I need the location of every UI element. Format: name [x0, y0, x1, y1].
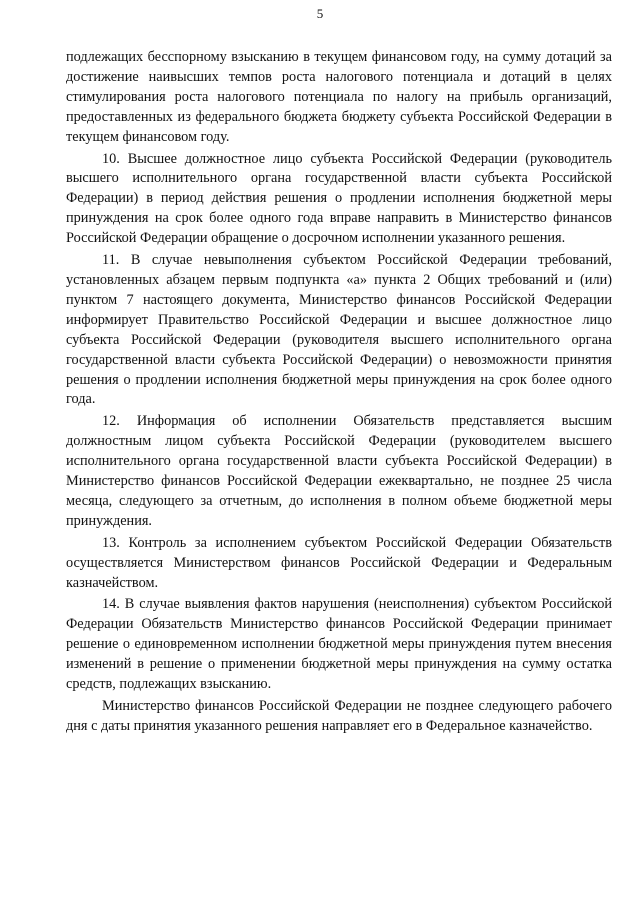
paragraph-item-14: 14. В случае выявления фактов нарушения (неисполнения) субъектом Российской Федерации Обязательств Министерство финансов Российской Федерации принимает решение о единовременном исполнении бюджетной меры принуждения путем внесения изменений в решение о применении бюджетной меры принуждения на сумму остатка средств, подлежащих взысканию.: [66, 596, 612, 693]
page-number: 5: [316, 6, 324, 21]
document-body: [66, 48, 612, 739]
paragraph-item-14-continuation: Министерство финансов Российской Федерации не позднее следующего рабочего дня с даты принятия указанного решения направляет его в Федеральное казначейство.: [66, 698, 612, 734]
paragraph-continuation: подлежащих бесспорному взысканию в текущем финансовом году, на сумму дотаций за достижение наивысших темпов роста налогового потенциала и дотаций в целях стимулирования роста налогового потенциала по налогу на прибыль организаций, предоставленных из федерального бюджета бюджету субъекта Российской Федерации в текущем финансовом году.: [66, 49, 612, 145]
paragraph-item-10: 10. Высшее должностное лицо субъекта Российской Федерации (руководитель высшего исполнительного органа государственной власти субъекта Российской Федерации) в период действия решения о продлении исполнения бюджетной меры принуждения на срок более одного года вправе направить в Министерство финансов Российской Федерации обращение о досрочном исполнении указанного решения.: [66, 150, 612, 247]
paragraph-item-11: 11. В случае невыполнения субъектом Российской Федерации требований, установленных абзацем первым подпункта «а» пункта 2 Общих требований и (или) пунктом 7 настоящего документа, Министерство финансов Российской Федерации информирует Правительство Российской Федерации и высшее должностное лицо субъекта Российской Федерации (руководителя высшего исполнительного органа государственной власти субъекта Российской Федерации) о невозможности принятия решения о продлении исполнения бюджетной меры принуждения на срок более одного года.: [66, 252, 612, 408]
paragraph-item-12: 12. Информация об исполнении Обязательств представляется высшим должностным лицом субъекта Российской Федерации (руководителем высшего исполнительного органа государственной власти субъекта Российской Федерации) в Министерство финансов Российской Федерации ежеквартально, не позднее 25 числа месяца, следующего за отчетным, до исполнения в полном объеме бюджетной меры принуждения.: [66, 413, 612, 529]
paragraph-item-13: 13. Контроль за исполнением субъектом Российской Федерации Обязательств осуществляется Министерством финансов Российской Федерации и Федеральным казначейством.: [66, 534, 612, 591]
